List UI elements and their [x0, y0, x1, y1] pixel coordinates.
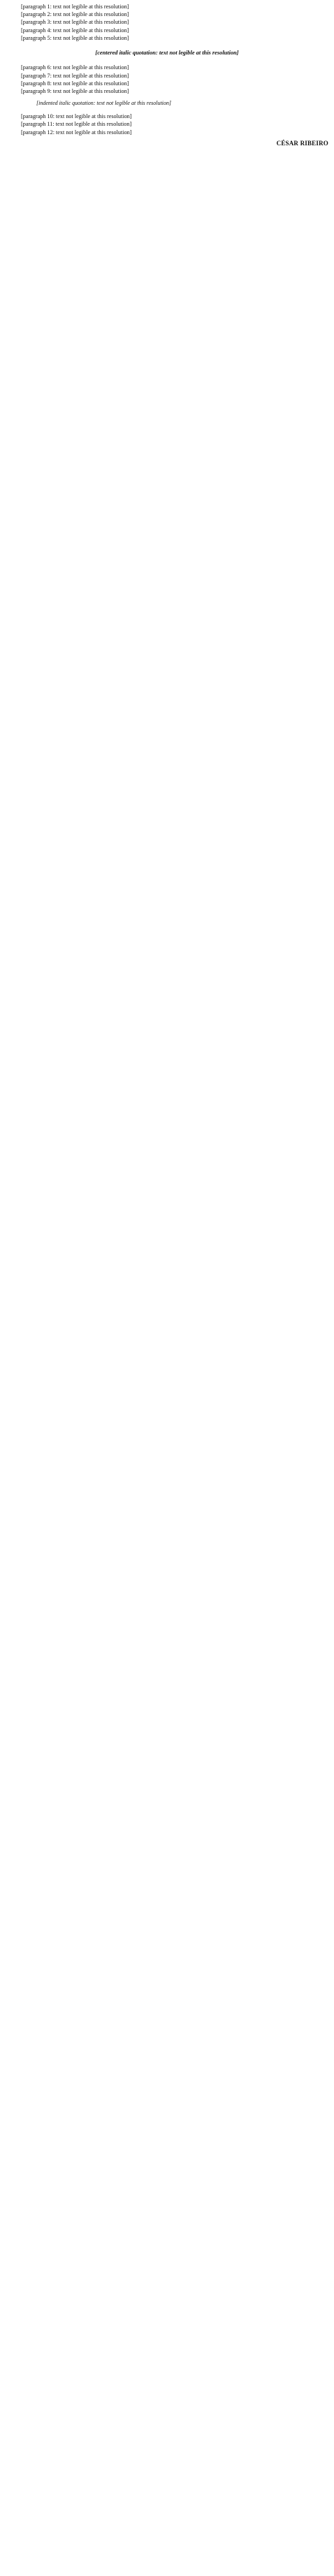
- paragraph: [paragraph 1: text not legible at this resolution]: [21, 3, 129, 10]
- pull-quote: [centered italic quotation: text not legible at this resolution]: [95, 50, 239, 57]
- paragraph: [paragraph 7: text not legible at this resolution]: [21, 72, 129, 79]
- paragraph: [paragraph 4: text not legible at this resolution]: [21, 27, 129, 34]
- paragraph: [paragraph 10: text not legible at this resolution]: [21, 113, 132, 120]
- paragraph: [paragraph 9: text not legible at this resolution]: [21, 88, 129, 95]
- article-body: [6, 3, 328, 136]
- paragraph: [paragraph 11: text not legible at this resolution]: [21, 121, 132, 128]
- indented-quote: [indented italic quotation: text not legible at this resolution]: [36, 100, 172, 107]
- paragraph: [paragraph 8: text not legible at this resolution]: [21, 80, 129, 87]
- paragraph: [paragraph 6: text not legible at this resolution]: [21, 64, 129, 71]
- paragraph: [paragraph 3: text not legible at this resolution]: [21, 19, 129, 26]
- paragraph: [paragraph 12: text not legible at this resolution]: [21, 129, 132, 136]
- author-signature: CÉSAR RIBEIRO: [276, 139, 328, 147]
- paragraph: [paragraph 2: text not legible at this resolution]: [21, 11, 129, 18]
- paragraph: [paragraph 5: text not legible at this resolution]: [21, 34, 129, 41]
